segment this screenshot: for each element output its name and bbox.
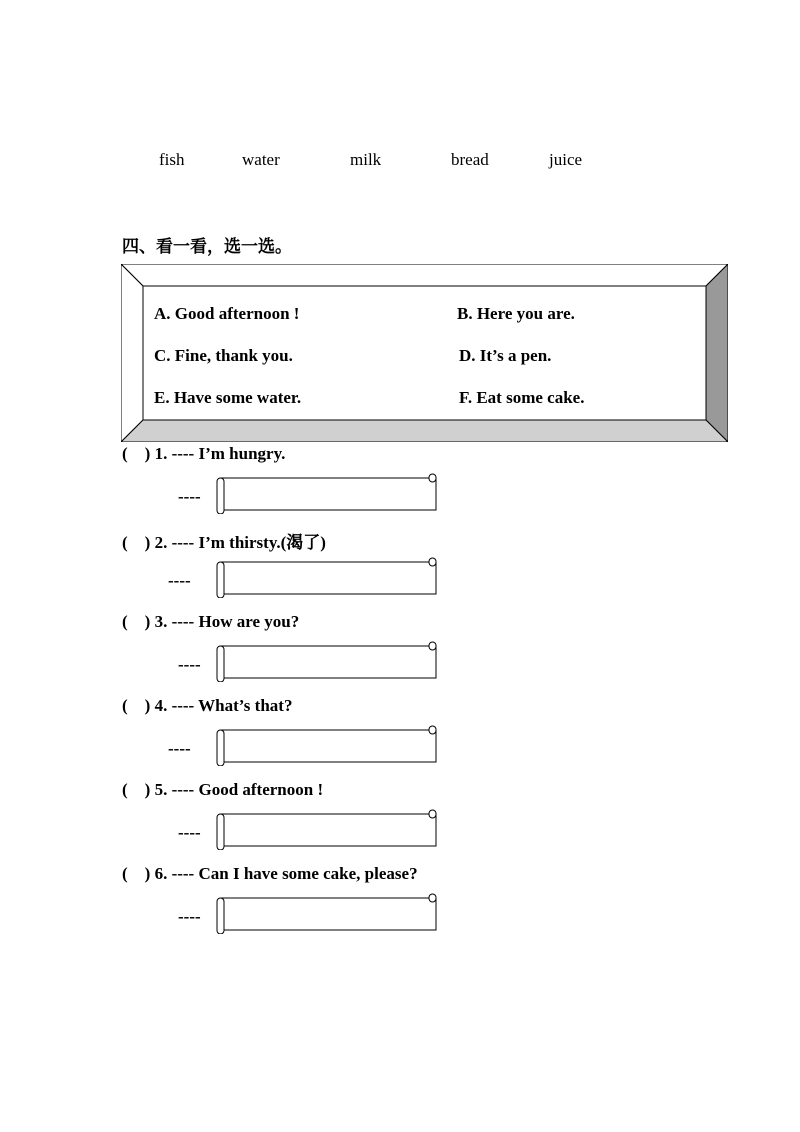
question-3: ( ) 3. ---- How are you? <box>122 612 300 631</box>
option-c: C. Fine, thank you. <box>154 346 293 365</box>
answer-scroll-5[interactable] <box>214 808 439 850</box>
question-1: ( ) 1. ---- I’m hungry. <box>122 444 286 463</box>
option-b: B. Here you are. <box>457 304 575 323</box>
word-juice: juice <box>549 150 583 169</box>
answer-scroll-3[interactable] <box>214 640 439 682</box>
option-d: D. It’s a pen. <box>459 346 552 365</box>
word-milk: milk <box>350 150 382 169</box>
question-5: ( ) 5. ---- Good afternoon ! <box>122 780 324 799</box>
question-4: ( ) 4. ---- What’s that? <box>122 696 293 715</box>
answer-scroll-6[interactable] <box>214 892 439 934</box>
answer-scroll-1[interactable] <box>214 472 439 514</box>
reply-dash-5: ---- <box>178 823 201 842</box>
reply-dash-1: ---- <box>178 487 201 506</box>
reply-dash-4: ---- <box>168 739 191 758</box>
word-water: water <box>242 150 280 169</box>
answer-scroll-4[interactable] <box>214 724 439 766</box>
reply-dash-2: ---- <box>168 571 191 590</box>
word-fish: fish <box>159 150 185 169</box>
option-a: A. Good afternoon ! <box>154 304 300 323</box>
reply-dash-3: ---- <box>178 655 201 674</box>
reply-dash-6: ---- <box>178 907 201 926</box>
answer-scroll-2[interactable] <box>214 556 439 598</box>
option-f: F. Eat some cake. <box>459 388 585 407</box>
question-6: ( ) 6. ---- Can I have some cake, please? <box>122 864 418 883</box>
word-bread: bread <box>451 150 489 169</box>
option-e: E. Have some water. <box>154 388 302 407</box>
section-title: 四、看一看，选一选。 <box>122 237 292 256</box>
question-2: ( ) 2. ---- I’m thirsty.(渴了) <box>122 533 326 552</box>
